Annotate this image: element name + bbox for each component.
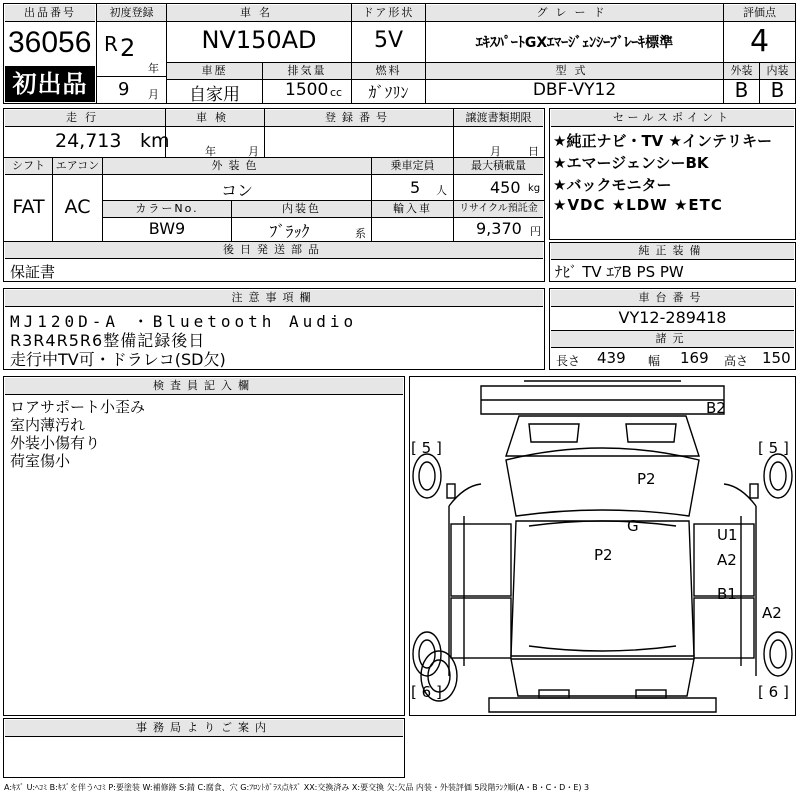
mileage-unit: km — [140, 130, 170, 152]
mark-a2-right: A2 — [717, 551, 737, 569]
interior-label: 内装 — [760, 63, 795, 80]
first-listing-badge: 初出品 — [5, 66, 95, 102]
recycle-fee: 9,370 — [476, 219, 522, 238]
color-no-label: カラーNo. — [103, 201, 231, 218]
mark-b2: B2 — [706, 399, 726, 417]
later-parts-label: 後日発送部品 — [5, 242, 543, 259]
reg-year-unit: 年 — [148, 62, 159, 75]
lot-number: 36056 — [8, 26, 92, 59]
displacement-unit: cc — [330, 86, 343, 99]
grade-label: グレード — [426, 5, 723, 22]
history-label: 車歴 — [167, 63, 262, 80]
exterior-color: コン — [220, 181, 253, 200]
score-label: 評価点 — [724, 5, 795, 22]
int-color-label: 内装色 — [232, 201, 371, 218]
sales-point-4: ★VDC ★LDW ★ETC — [553, 196, 723, 214]
equipment-title: 純正装備 — [551, 243, 794, 260]
reg-year: 2 — [120, 34, 136, 62]
notes-title: 注意事項欄 — [5, 290, 543, 307]
chassis-number: VY12-289418 — [618, 308, 727, 327]
displacement: 1500 — [285, 80, 329, 100]
ac-label: エアコン — [53, 158, 102, 175]
recycle-label: リサイクル預託金 — [454, 201, 543, 218]
mileage-label: 走行 — [5, 110, 165, 127]
height: 150 — [762, 349, 791, 367]
tire-front-left: [ 5 ] — [411, 439, 442, 457]
car-name-label: 車名 — [167, 5, 351, 22]
shift-label: シフト — [5, 158, 52, 175]
ac: AC — [64, 196, 91, 218]
mark-a2-edge: A2 — [762, 604, 782, 622]
first-reg-label: 初度登録 — [97, 5, 166, 22]
tire-front-right: [ 5 ] — [758, 439, 789, 457]
transfer-month-unit: 月 — [490, 145, 501, 158]
reg-month-unit: 月 — [148, 88, 159, 101]
int-color: ﾌﾞﾗｯｸ — [269, 222, 310, 241]
era: R — [104, 32, 118, 56]
model: DBF-VY12 — [532, 80, 617, 100]
mark-b1: B1 — [717, 585, 737, 603]
windshield — [506, 448, 699, 516]
inspector-line-1: ロアサポート小歪み — [10, 398, 146, 416]
sales-point-1: ★純正ナビ・TV ★インテリキー — [553, 132, 772, 150]
height-label: 高さ — [724, 354, 749, 368]
note-line-1: MJ120D-A ・Bluetooth Audio — [10, 312, 358, 331]
color-label: 外装色 — [103, 158, 371, 175]
rear-right-wheel — [764, 632, 792, 676]
capacity-label: 乗車定員 — [372, 158, 453, 175]
load: 450 — [490, 178, 521, 197]
displacement-label: 排気量 — [263, 63, 351, 80]
insp-month-unit: 月 — [248, 145, 259, 158]
length: 439 — [597, 349, 626, 367]
rear-left-wheel — [413, 632, 441, 676]
front-left-wheel — [413, 454, 441, 498]
length-label: 長さ — [556, 354, 581, 368]
fuel-label: 燃料 — [352, 63, 425, 80]
exterior-label: 外装 — [724, 63, 759, 80]
capacity-unit: 人 — [436, 184, 447, 197]
mark-p2-top: P2 — [637, 470, 656, 488]
tire-rear-right: [ 6 ] — [758, 683, 789, 701]
tire-rear-left: [ 6 ] — [411, 683, 442, 701]
note-line-2: R3R4R5R6整備記録後日 — [10, 331, 206, 350]
door-label: ドア形状 — [352, 5, 425, 22]
grade: ｴｷｽﾊﾟｰﾄGXｴﾏｰｼﾞｪﾝｼｰﾌﾞﾚｰｷ標準 — [475, 35, 674, 51]
sales-point-2: ★エマージェンシーBK — [553, 154, 709, 172]
import-label: 輸入車 — [372, 201, 453, 218]
chassis-title: 車台番号 — [551, 290, 794, 307]
lot-no-label: 出品番号 — [5, 5, 95, 22]
inspector-line-4: 荷室傷小 — [10, 452, 71, 470]
inspector-title: 検査員記入欄 — [5, 378, 403, 395]
transfer-day-unit: 日 — [528, 145, 539, 158]
mark-g: G — [627, 517, 639, 535]
reg-no-label: 登録番号 — [265, 110, 453, 127]
exterior-grade: B — [734, 78, 749, 102]
reg-month: 9 — [118, 79, 130, 100]
history: 自家用 — [189, 85, 240, 105]
load-unit: kg — [528, 183, 541, 194]
color-no: BW9 — [148, 219, 186, 238]
sales-point-3: ★バックモニター — [553, 176, 672, 194]
later-parts: 保証書 — [10, 263, 56, 281]
legend: A:ｷｽﾞ U:ﾍｺﾐ B:ｷｽﾞを伴うﾍｺﾐ P:要塗装 W:補修跡 S:錆 C:腐食、穴 G:ﾌﾛﾝﾄｶﾞﾗｽ点ｷｽﾞ XX:交換済み X:要交換 欠:欠品 内装・外装評価 5段階ﾗﾝｸ順(A・B・C・D・E) 3 — [4, 783, 590, 792]
width: 169 — [680, 349, 709, 367]
capacity: 5 — [410, 178, 421, 197]
inspector-line-3: 外装小傷有り — [10, 434, 101, 452]
car-name: NV150AD — [201, 26, 317, 54]
dims-title: 諸元 — [551, 330, 794, 348]
front-right-wheel — [764, 454, 792, 498]
inspection-label: 車検 — [166, 110, 264, 127]
interior-grade: B — [770, 78, 785, 102]
load-label: 最大積載量 — [454, 158, 543, 175]
inspector-line-2: 室内薄汚れ — [10, 416, 86, 434]
score: 4 — [749, 24, 770, 59]
office-title: 事務局よりご案内 — [5, 720, 403, 737]
door-type: 5V — [373, 28, 404, 53]
note-line-3: 走行中TV可・ドラレコ(SD欠) — [10, 350, 226, 369]
equipment: ﾅﾋﾞ TV ｴｱB PS PW — [555, 263, 684, 281]
width-label: 幅 — [648, 354, 661, 368]
recycle-unit: 円 — [530, 225, 541, 238]
insp-year-unit: 年 — [205, 145, 216, 158]
transfer-label: 譲渡書類期限 — [454, 110, 543, 127]
model-label: 型式 — [426, 63, 723, 80]
mark-p2-center: P2 — [594, 546, 613, 564]
fuel: ｶﾞｿﾘﾝ — [368, 83, 409, 102]
int-color-unit: 系 — [355, 227, 366, 240]
mileage: 24,713 — [55, 130, 122, 152]
shift: FAT — [12, 196, 45, 218]
sales-points-title: セールスポイント — [551, 110, 794, 127]
mark-u1: U1 — [717, 526, 738, 544]
